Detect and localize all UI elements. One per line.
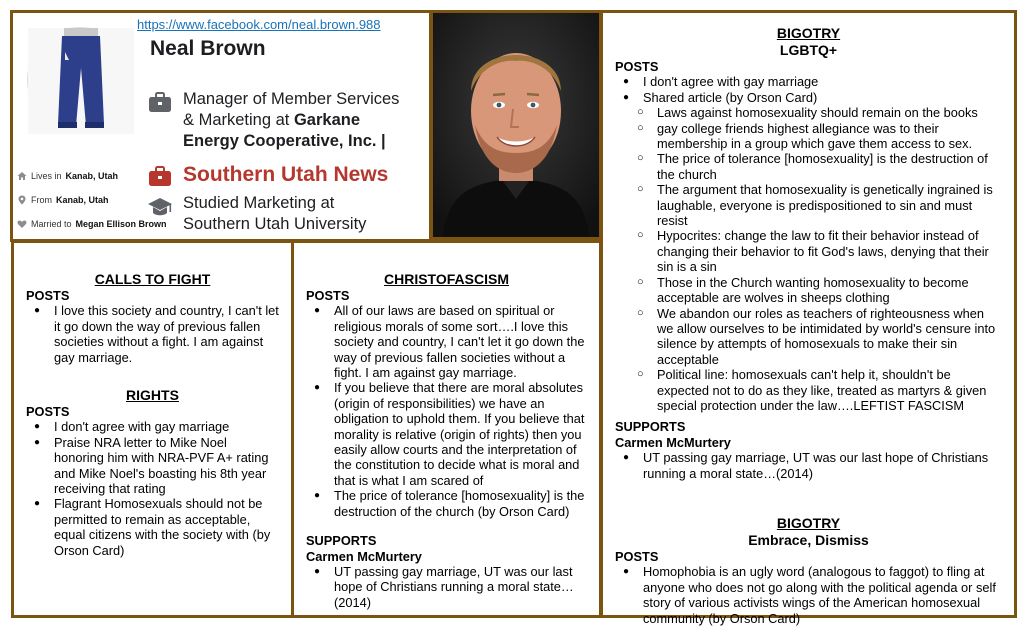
christo-posts-list (306, 303, 587, 519)
from-info (17, 195, 109, 205)
bigotry-supports-label: SUPPORTS (615, 419, 686, 435)
job-line-1: Manager of Member Services (183, 90, 400, 108)
home-icon (17, 171, 27, 181)
bigotry2-posts-label: POSTS (615, 548, 659, 564)
news-text: Southern Utah News (183, 163, 389, 186)
bigotry-posts-label: POSTS (615, 59, 659, 74)
profile-name: Neal Brown (150, 37, 266, 60)
list-item: ○ Political line: homosexuals can't help it, shouldn't be expected not to do as they like, treated as martyrs & given special protection under the law….LEFTIST FASCISM (615, 367, 1002, 413)
list-item: ● Praise NRA letter to Mike Noel honoring him with NRA-PVF A+ rating and Mike Noel's boasting his 8th year receiving that rating (26, 435, 279, 497)
location-pin-icon (17, 195, 27, 205)
bigotry2-posts-list (615, 564, 1002, 626)
calls-to-fight-section (11, 240, 294, 618)
list-item: ○ Hypocrites: change the law to fit their behavior instead of changing their behavior to fit God's laws, denying that their sin is a sin (615, 228, 1002, 274)
christo-supporter-name: Carmen McMurtery (306, 548, 422, 564)
list-item: ● UT passing gay marriage, UT was our last hope of Christians running a moral state…(2014) (615, 450, 1002, 481)
briefcase-icon (147, 91, 173, 115)
facebook-profile-link[interactable]: https://www.facebook.com/neal.brown.988 (137, 17, 381, 32)
briefcase-red-icon (147, 165, 173, 189)
graduation-cap-icon (147, 195, 173, 219)
list-item: ○ The price of tolerance [homosexuality] is the destruction of the church (615, 151, 1002, 182)
bigotry-title: BIGOTRY (776, 25, 841, 41)
list-item: ● I don't agree with gay marriage (26, 419, 279, 434)
heart-icon (17, 219, 27, 229)
christofascism-section (291, 240, 602, 618)
list-item: ● Homophobia is an ugly word (analogous to faggot) to fling at anyone who does not go along with the political agenda or self story of various activists wings of the American homosexual community (by Orson Card) (615, 564, 1002, 626)
portrait-image (433, 13, 599, 237)
list-item: ○ The argument that homosexuality is genetically ingrained is laughable, everyone is predispositioned to sin and must resist (615, 182, 1002, 228)
calls-posts-label: POSTS (26, 288, 70, 303)
news-row (147, 163, 388, 189)
lives-prefix: Lives in (31, 171, 62, 181)
christo-supports-label: SUPPORTS (306, 533, 377, 549)
list-item: ● The price of tolerance [homosexuality] is the destruction of the church (by Orson Card) (306, 488, 587, 519)
list-item: ● All of our laws are based on spiritual or religious morals of some sort….I love this society and country, I can't let it go down the way of previous fallen societies without a fight. I am against gay marriage. (306, 303, 587, 380)
bigotry-subtitle: LGBTQ+ (779, 42, 838, 58)
lives-value: Kanab, Utah (65, 171, 119, 181)
job-line-2 (183, 110, 399, 131)
christo-posts-label: POSTS (306, 288, 350, 303)
work-row (147, 89, 399, 152)
job-line-3: Energy Cooperative, Inc. | (183, 132, 386, 150)
christo-title: CHRISTOFASCISM (384, 271, 509, 287)
bigotry-posts-list (615, 74, 1002, 105)
list-item: ● I don't agree with gay marriage (615, 74, 1002, 89)
bigotry2-title: BIGOTRY (776, 514, 841, 531)
profile-card (10, 10, 432, 242)
calls-posts-list (26, 303, 279, 365)
list-item: ○ Laws against homosexuality should remain on the books (615, 105, 1002, 120)
profile-picture (27, 27, 133, 133)
education-line-2: Southern Utah University (183, 215, 367, 233)
married-prefix: Married to (31, 219, 72, 229)
bigotry-supporter-name: Carmen McMurtery (615, 434, 731, 450)
list-item: ○ Those in the Church wanting homosexuality to become acceptable are wolves in sheeps clothing (615, 275, 1002, 306)
christo-supports-list (306, 564, 587, 610)
list-item: ○ gay college friends highest allegiance was to their membership in a group which gave them access to sex. (615, 121, 1002, 152)
bigotry-section (600, 10, 1017, 626)
education-row (147, 193, 366, 235)
article-points-list (615, 105, 1002, 413)
rights-posts-list (26, 419, 279, 558)
list-item: ○ We abandon our roles as teachers of righteousness when we allow ourselves to be intimidated by world's censure into silence by attempts of homosexuals to make their sin acceptable (615, 306, 1002, 368)
lives-in-info (17, 171, 118, 181)
education-text (183, 193, 366, 235)
rights-title: RIGHTS (126, 387, 179, 404)
list-item: ● Flagrant Homosexuals should not be permitted to remain as acceptable, equal citizens with the society with (by Orson Card) (26, 496, 279, 558)
employer-name: Garkane (293, 111, 361, 129)
education-line-1: Studied Marketing at (183, 194, 335, 212)
rights-posts-label: POSTS (26, 404, 70, 420)
bigotry-supports-list (615, 450, 1002, 481)
married-info (17, 219, 167, 229)
from-value: Kanab, Utah (56, 195, 109, 205)
list-item: ● Shared article (by Orson Card) (615, 90, 1002, 105)
bigotry2-subtitle: Embrace, Dismiss (748, 531, 869, 548)
from-prefix: From (31, 195, 52, 205)
married-value: Megan Ellison Brown (75, 219, 167, 229)
calls-title: CALLS TO FIGHT (94, 271, 211, 287)
job-line-2-prefix: & Marketing at (183, 111, 294, 129)
list-item: ● If you believe that there are moral absolutes (origin of responsibilities) we have an obligation to uphold them. If you believe that morality is relative (origin of rights) then you easily allow courts and the interpretation of the constitution to decide what is moral and that is what I am scared of (306, 380, 587, 488)
portrait-photo (430, 10, 602, 240)
list-item: ● UT passing gay marriage, UT was our last hope of Christians running a moral state…(2014) (306, 564, 587, 610)
work-text (183, 89, 399, 152)
pants-image (28, 28, 134, 134)
list-item: ● I love this society and country, I can't let it go down the way of previous fallen societies without a fight. I am against gay marriage. (26, 303, 279, 365)
